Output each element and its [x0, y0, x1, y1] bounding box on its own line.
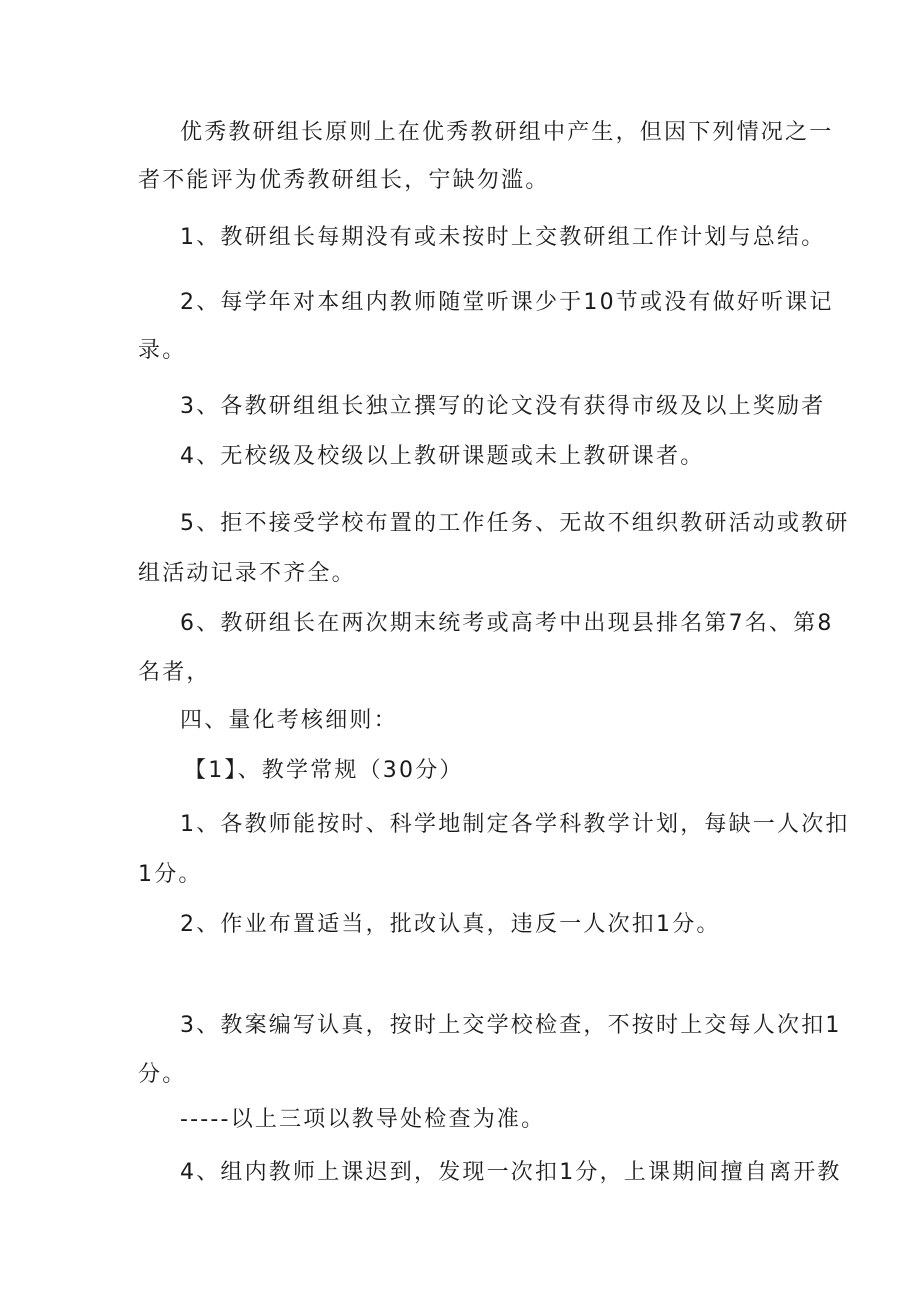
rule-3-line-1: 3、教案编写认真，按时上交学校检查，不按时上交每人次扣1: [180, 1013, 842, 1038]
paragraph-3-line-1: 2、每学年对本组内教师随堂听课少于10节或没有做好听课记: [180, 290, 834, 315]
paragraph-1-line-1: 优秀教研组长原则上在优秀教研组中产生，但因下列情况之一: [180, 120, 834, 145]
paragraph-7-line-2: 名者，: [138, 660, 211, 685]
paragraph-2-line-1: 1、教研组长每期没有或未按时上交教研组工作计划与总结。: [180, 225, 826, 250]
subsection-heading-teaching-routine: 【1】、教学常规（30分）: [184, 758, 464, 783]
note-dashed-line: -----以上三项以教导处检查为准。: [180, 1107, 546, 1132]
rule-1-line-1: 1、各教师能按时、科学地制定各学科教学计划，每缺一人次扣: [180, 812, 850, 837]
paragraph-5-line-1: 4、无校级及校级以上教研课题或未上教研课者。: [180, 444, 705, 469]
rule-4-line-1: 4、组内教师上课迟到，发现一次扣1分，上课期间擅自离开教: [180, 1160, 842, 1185]
rule-2-line-1: 2、作业布置适当，批改认真，违反一人次扣1分。: [180, 912, 721, 937]
section-heading-quantified-assessment: 四、量化考核细则：: [180, 708, 398, 733]
paragraph-3-line-2: 录。: [138, 338, 187, 363]
paragraph-6-line-1: 5、拒不接受学校布置的工作任务、无故不组织教研活动或教研: [180, 511, 850, 536]
rule-1-line-2: 1分。: [138, 862, 203, 887]
paragraph-4-line-1: 3、各教研组组长独立撰写的论文没有获得市级及以上奖励者: [180, 394, 826, 419]
rule-3-line-2: 分。: [138, 1062, 187, 1087]
paragraph-7-line-1: 6、教研组长在两次期末统考或高考中出现县排名第7名、第8: [180, 611, 834, 636]
paragraph-6-line-2: 组活动记录不齐全。: [138, 561, 356, 586]
paragraph-1-line-2: 者不能评为优秀教研组长，宁缺勿滥。: [138, 168, 550, 193]
